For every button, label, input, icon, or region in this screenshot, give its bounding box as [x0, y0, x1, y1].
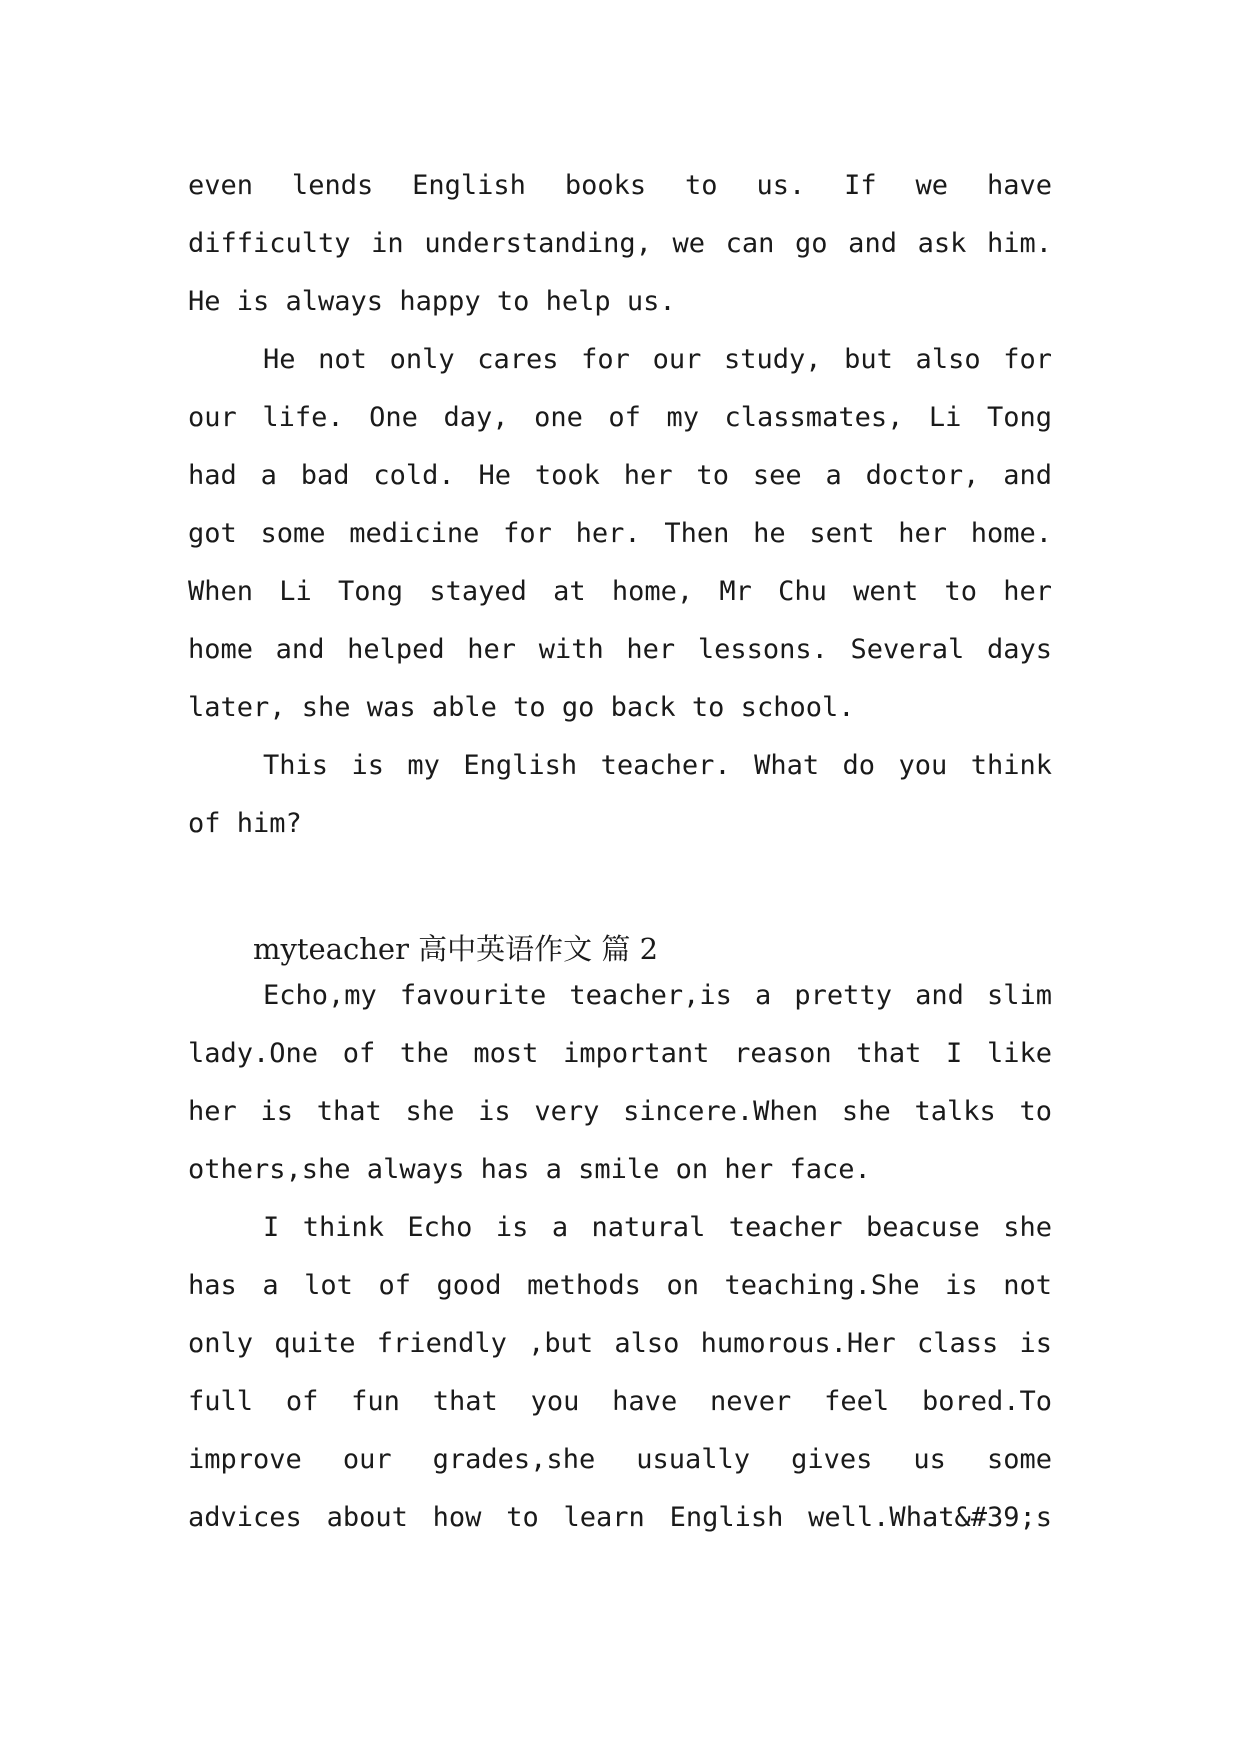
- text-line: difficulty in understanding, we can go and ask him.: [188, 228, 1052, 259]
- text-line: full of fun that you have never feel bored.To: [188, 1386, 1052, 1417]
- text-line: had a bad cold. He took her to see a doctor, and: [188, 460, 1052, 491]
- text-line: Echo,my favourite teacher,is a pretty and slim: [263, 980, 1052, 1011]
- text-line: He is always happy to help us.: [188, 286, 676, 317]
- text-line: got some medicine for her. Then he sent her home.: [188, 518, 1052, 549]
- text-line: advices about how to learn English well.What&#39;s: [188, 1502, 1052, 1533]
- section-heading: myteacher 高中英语作文 篇 2: [253, 932, 659, 966]
- text-line: He not only cares for our study, but also for: [263, 344, 1052, 375]
- text-line: home and helped her with her lessons. Several days: [188, 634, 1052, 665]
- text-line: later, she was able to go back to school.: [188, 692, 855, 723]
- text-line: has a lot of good methods on teaching.She is not: [188, 1270, 1052, 1301]
- text-line: only quite friendly ,but also humorous.Her class is: [188, 1328, 1052, 1359]
- text-line: I think Echo is a natural teacher beacuse she: [263, 1212, 1052, 1243]
- text-line: This is my English teacher. What do you think: [263, 750, 1052, 781]
- text-line: improve our grades,she usually gives us some: [188, 1444, 1052, 1475]
- text-line: When Li Tong stayed at home, Mr Chu went to her: [188, 576, 1052, 607]
- text-line: our life. One day, one of my classmates, Li Tong: [188, 402, 1052, 433]
- text-line: her is that she is very sincere.When she talks to: [188, 1096, 1052, 1127]
- text-line: of him?: [188, 808, 302, 839]
- text-line: lady.One of the most important reason that I like: [188, 1038, 1052, 1069]
- text-line: others,she always has a smile on her face.: [188, 1154, 871, 1185]
- text-line: even lends English books to us. If we have: [188, 170, 1052, 201]
